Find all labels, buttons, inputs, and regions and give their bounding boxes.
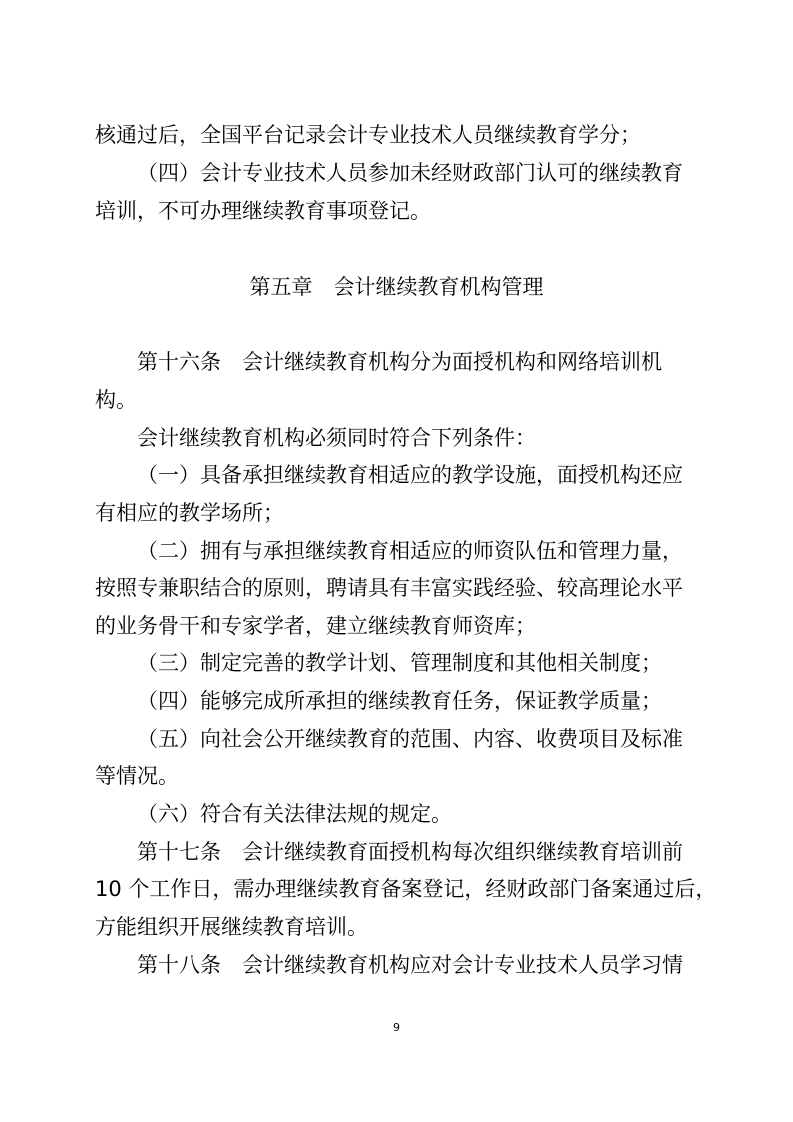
list-item-line: （三）制定完善的教学计划、管理制度和其他相关制度； [137,651,662,675]
body-text-line: 会计继续教育机构必须同时符合下列条件： [137,426,536,450]
article-line: 第十七条 会计继续教育面授机构每次组织继续教育培训前 [137,840,683,864]
list-item-line: （五）向社会公开继续教育的范围、内容、收费项目及标准 [137,727,683,751]
body-text-line: 等情况。 [95,764,179,788]
body-text-line: 10 个工作日，需办理继续教育备案登记，经财政部门备案通过后， [95,877,717,901]
body-text-line: 核通过后，全国平台记录会计专业技术人员继续教育学分； [95,123,641,147]
body-text-line: 按照专兼职结合的原则，聘请具有丰富实践经验、较高理论水平 [95,576,683,600]
body-text-line: 培训，不可办理继续教育事项登记。 [95,199,431,223]
list-item-line: （六）符合有关法律法规的规定。 [137,802,452,826]
body-text-line: （四）会计专业技术人员参加未经财政部门认可的继续教育 [137,161,683,185]
article-line: 第十八条 会计继续教育机构应对会计专业技术人员学习情 [137,953,683,977]
chapter-heading: 第五章 会计继续教育机构管理 [249,275,544,299]
list-item-line: （二）拥有与承担继续教育相适应的师资队伍和管理力量， [137,539,683,563]
list-item-line: （一）具备承担继续教育相适应的教学设施，面授机构还应 [137,463,683,487]
body-text-line: 的业务骨干和专家学者，建立继续教育师资库； [95,614,536,638]
list-item-line: （四）能够完成所承担的继续教育任务，保证教学质量； [137,689,662,713]
body-text-line: 有相应的教学场所； [95,501,284,525]
body-text-line: 方能组织开展继续教育培训。 [95,915,368,939]
body-text-line: 构。 [95,388,137,412]
article-line: 第十六条 会计继续教育机构分为面授机构和网络培训机 [137,350,662,374]
page-number: 9 [393,1021,400,1034]
